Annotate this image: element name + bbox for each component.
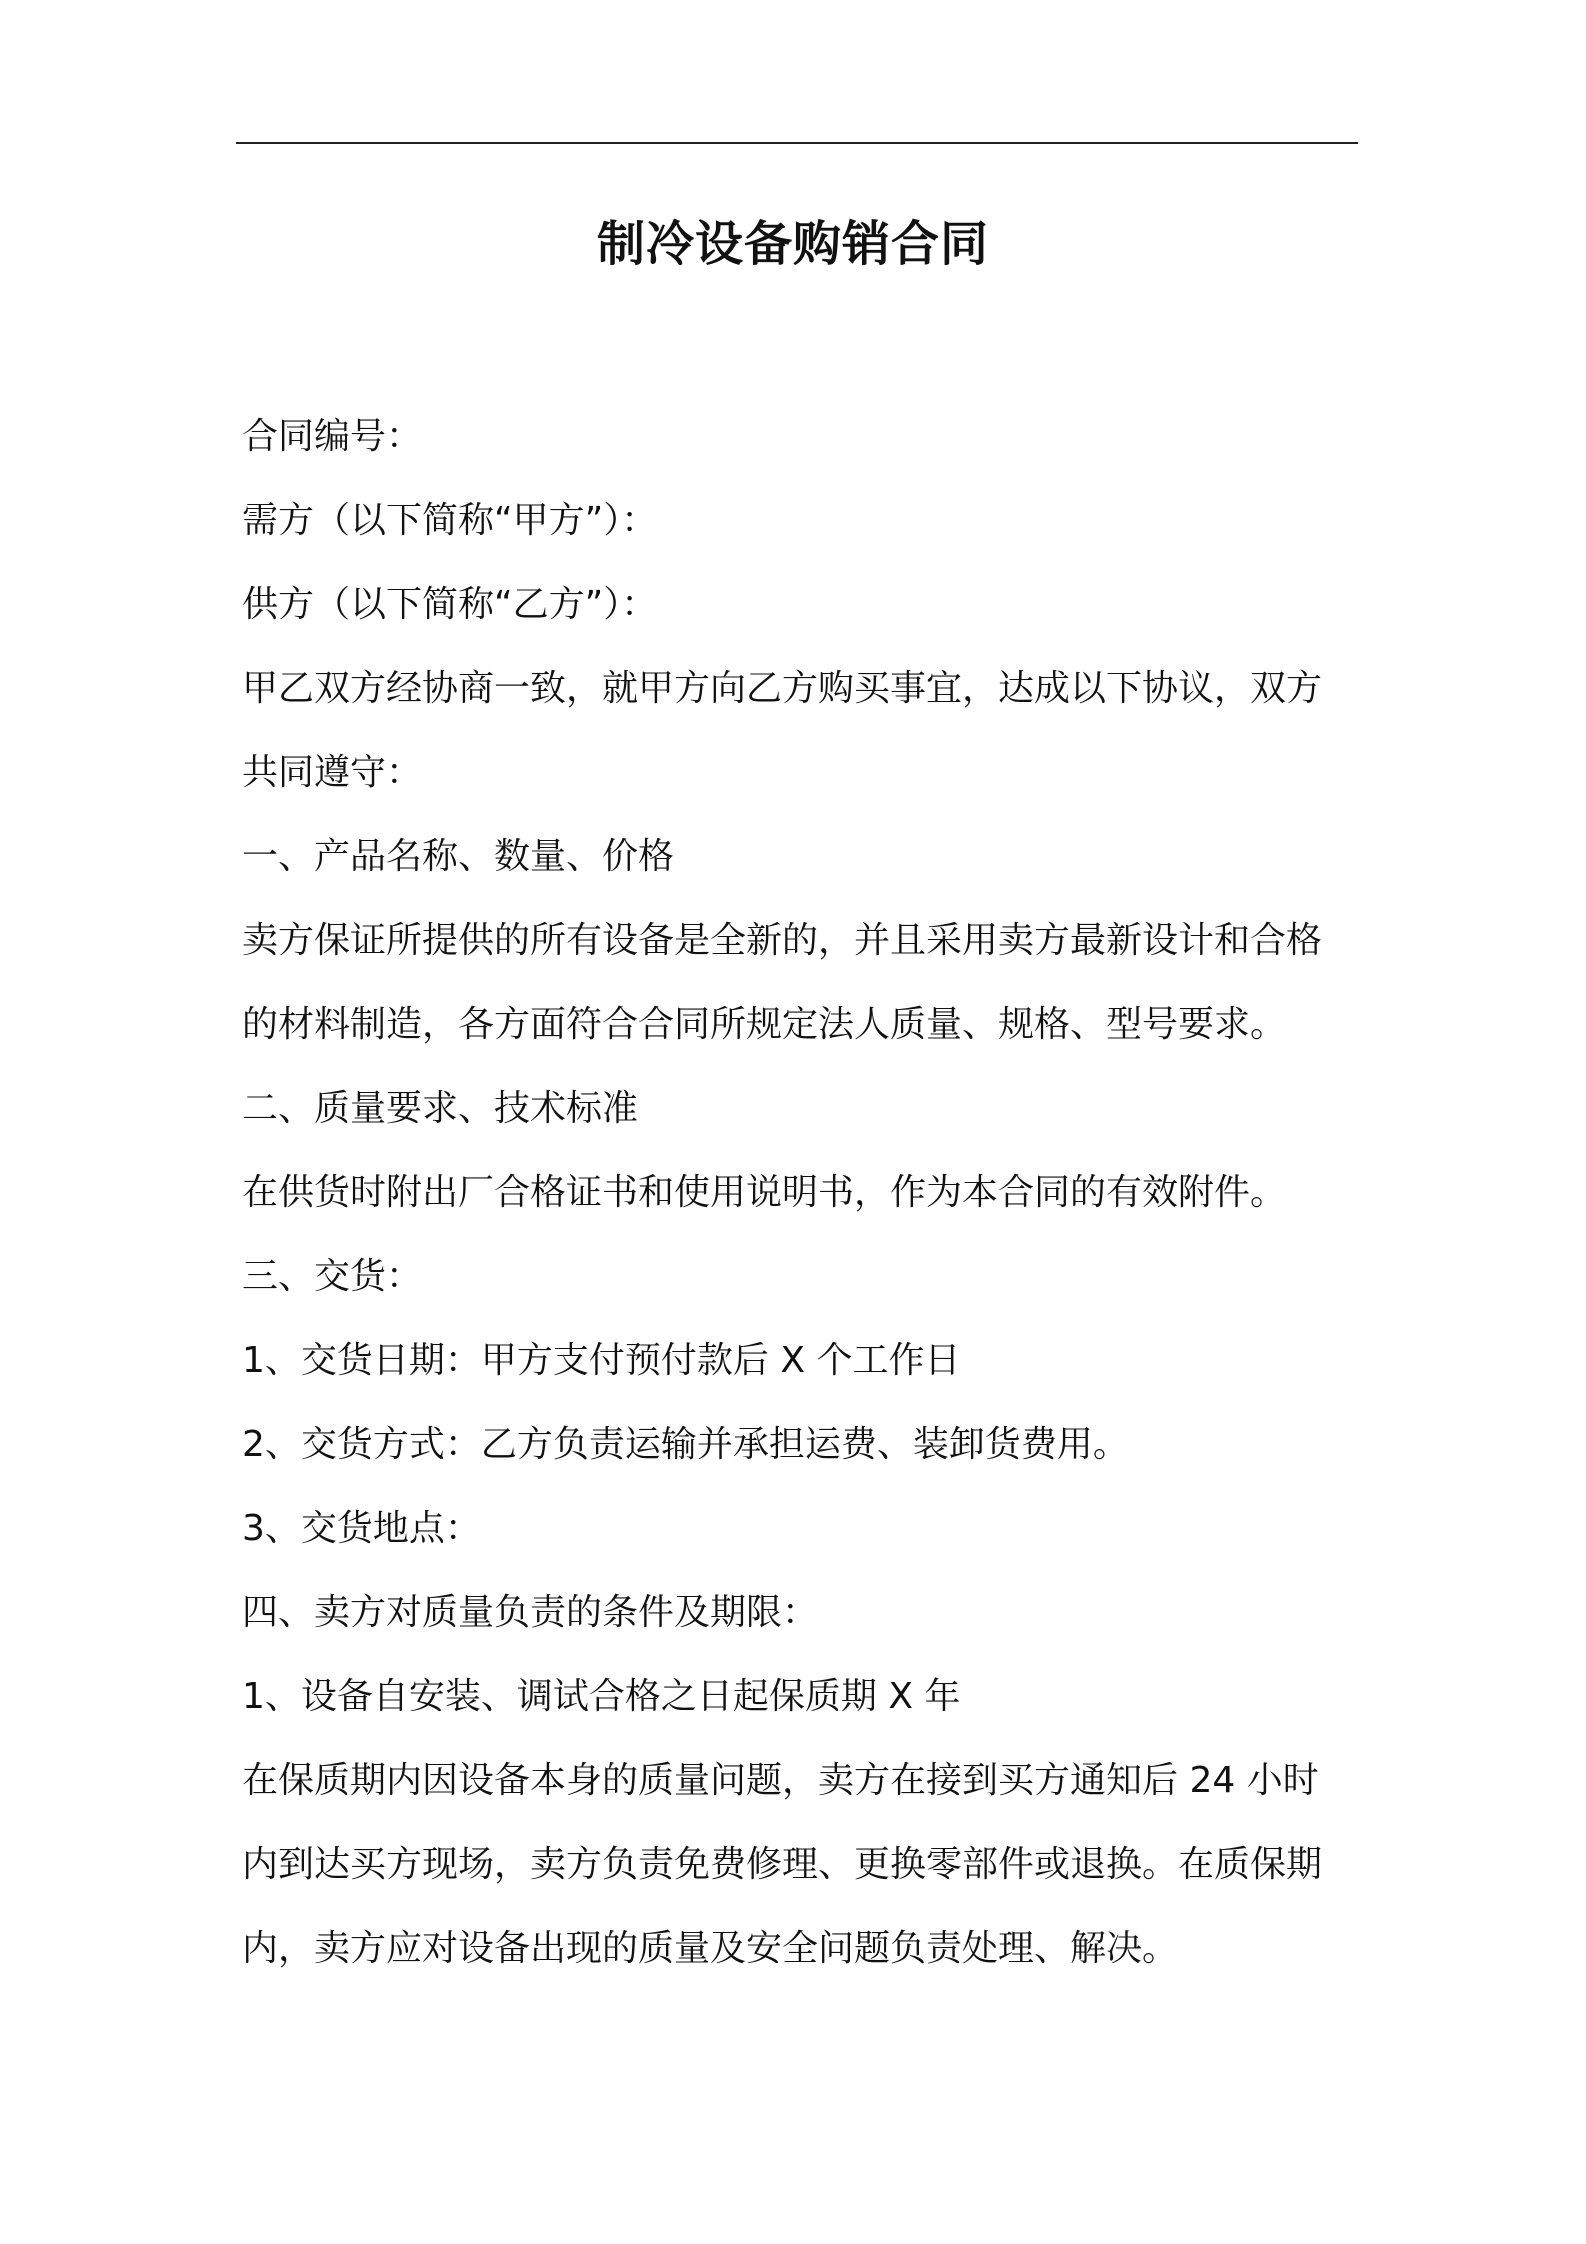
seller-line: 供方（以下简称“乙方”）： [242,584,658,625]
warranty-period-line: 1、设备自安装、调试合格之日起保质期 X 年 [242,1676,961,1717]
document-title: 制冷设备购销合同 [596,216,989,272]
warranty-body-line-3: 内，卖方应对设备出现的质量及安全问题负责处理、解决。 [242,1928,1179,1969]
warranty-body-line-1: 在保质期内因设备本身的质量问题，卖方在接到买方通知后 24 小时 [242,1760,1319,1801]
section-1-line-1: 卖方保证所提供的所有设备是全新的，并且采用卖方最新设计和合格 [242,920,1323,961]
contract-number-line: 合同编号： [242,416,423,457]
header-rule [236,142,1358,144]
preamble-line-1: 甲乙双方经协商一致，就甲方向乙方购买事宜，达成以下协议，双方 [242,668,1323,709]
delivery-method-line: 2、交货方式：乙方负责运输并承担运费、装卸货费用。 [242,1424,1129,1465]
section-heading-3: 三、交货： [242,1256,423,1297]
delivery-date-line: 1、交货日期：甲方支付预付款后 X 个工作日 [242,1340,961,1381]
section-2-line-1: 在供货时附出厂合格证书和使用说明书，作为本合同的有效附件。 [242,1172,1287,1213]
section-heading-2: 二、质量要求、技术标准 [242,1088,639,1129]
section-1-line-2: 的材料制造，各方面符合合同所规定法人质量、规格、型号要求。 [242,1004,1287,1045]
section-heading-4: 四、卖方对质量负责的条件及期限： [242,1592,819,1633]
preamble-line-2: 共同遵守： [242,752,423,793]
buyer-line: 需方（以下简称“甲方”）： [242,500,658,541]
section-heading-1: 一、产品名称、数量、价格 [242,836,675,877]
delivery-location-line: 3、交货地点： [242,1508,481,1549]
warranty-body-line-2: 内到达买方现场，卖方负责免费修理、更换零部件或退换。在质保期 [242,1844,1323,1885]
